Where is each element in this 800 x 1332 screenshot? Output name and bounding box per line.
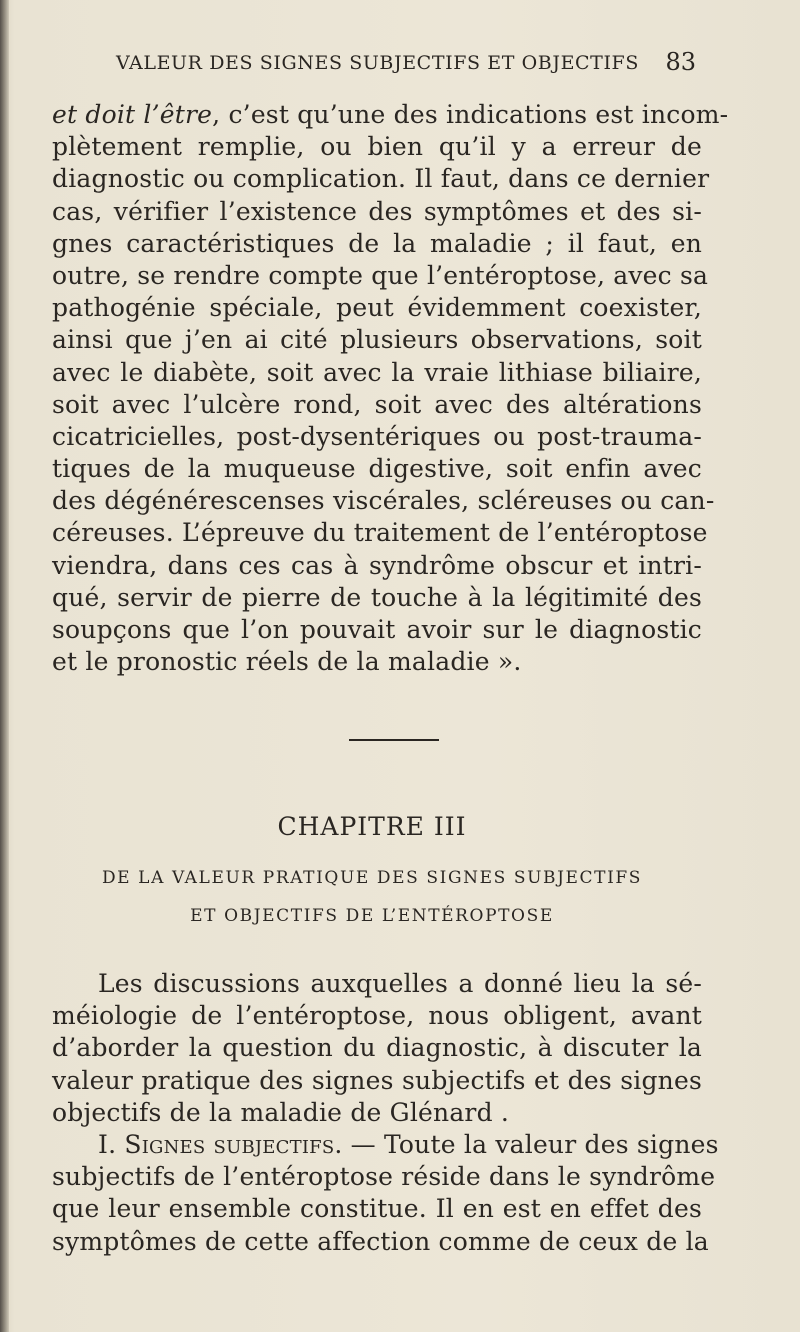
chapter-body	[52, 968, 719, 1258]
text-line: Les discussions auxquelles a donné lieu la sé-	[98, 969, 702, 998]
text-line: subjectifs de l’entéroptose réside dans le syndrôme	[52, 1162, 716, 1192]
text-line: cas, vérifier l’existence des symptômes et des si-	[52, 196, 702, 226]
text-line: plètement remplie, ou bien qu’il y a erreur de	[52, 132, 702, 162]
running-head	[116, 48, 706, 80]
chapter-title: CHAPITRE III	[277, 812, 467, 841]
italic-phrase: et doit l’être	[52, 100, 213, 129]
text-line: qué, servir de pierre de touche à la légitimité des	[52, 582, 702, 612]
chapter-subtitle-line-1: DE LA VALEUR PRATIQUE DES SIGNES SUBJECTIFS	[101, 868, 643, 888]
page-number: 83	[665, 48, 696, 76]
text-fragment: , c’est qu’une des indications est incom-	[212, 100, 729, 129]
text-line: tiques de la muqueuse digestive, soit enfin avec	[52, 454, 702, 484]
section-heading-inline: I. Signes subjectifs.	[98, 1129, 343, 1159]
running-title: VALEUR DES SIGNES SUBJECTIFS ET OBJECTIFS	[116, 52, 639, 74]
text-line: diagnostic ou complication. Il faut, dans ce dernier	[52, 164, 710, 194]
text-line: d’aborder la question du diagnostic, à discuter la	[52, 1033, 702, 1063]
text-line	[52, 1129, 719, 1161]
text-line: méiologie de l’entéroptose, nous obligent, avant	[52, 1001, 702, 1031]
text-line: objectifs de la maladie de Glénard .	[52, 1097, 510, 1127]
text-line: avec le diabète, soit avec la vraie lithiase biliaire,	[52, 357, 702, 387]
text-line: outre, se rendre compte que l’entéroptose, avec sa	[52, 260, 709, 290]
text-line: des dégénérescenses viscérales, scléreuses ou can-	[52, 486, 715, 516]
text-line: pathogénie spéciale, peut évidemment coexister,	[52, 293, 702, 323]
section-divider-rule	[349, 739, 439, 741]
chapter-subtitle-line-2: ET OBJECTIFS DE L’ENTÉROPTOSE	[190, 906, 554, 926]
text-line: viendra, dans ces cas à syndrôme obscur et intri-	[52, 550, 702, 580]
text-line: ainsi que j’en ai cité plusieurs observations, soit	[52, 325, 702, 355]
text-line	[52, 99, 729, 131]
text-line: cicatricielles, post-dysentériques ou post-trauma-	[52, 421, 702, 451]
text-line: soit avec l’ulcère rond, soit avec des altérations	[52, 389, 702, 419]
text-fragment: — Toute la valeur des signes	[342, 1129, 719, 1159]
text-line: valeur pratique des signes subjectifs et des signes	[52, 1065, 702, 1095]
paragraph-continued	[52, 99, 729, 678]
text-line: et le pronostic réels de la maladie ».	[52, 647, 522, 677]
text-line: symptômes de cette affection comme de ceux de la	[52, 1226, 709, 1256]
text-line: céreuses. L’épreuve du traitement de l’entéroptose	[52, 518, 708, 548]
text-line: que leur ensemble constitue. Il en est en effet des	[52, 1194, 702, 1224]
book-spine-shadow	[0, 0, 9, 1332]
text-line: gnes caractéristiques de la maladie ; il faut, en	[52, 228, 702, 258]
text-line: soupçons que l’on pouvait avoir sur le diagnostic	[52, 615, 702, 644]
